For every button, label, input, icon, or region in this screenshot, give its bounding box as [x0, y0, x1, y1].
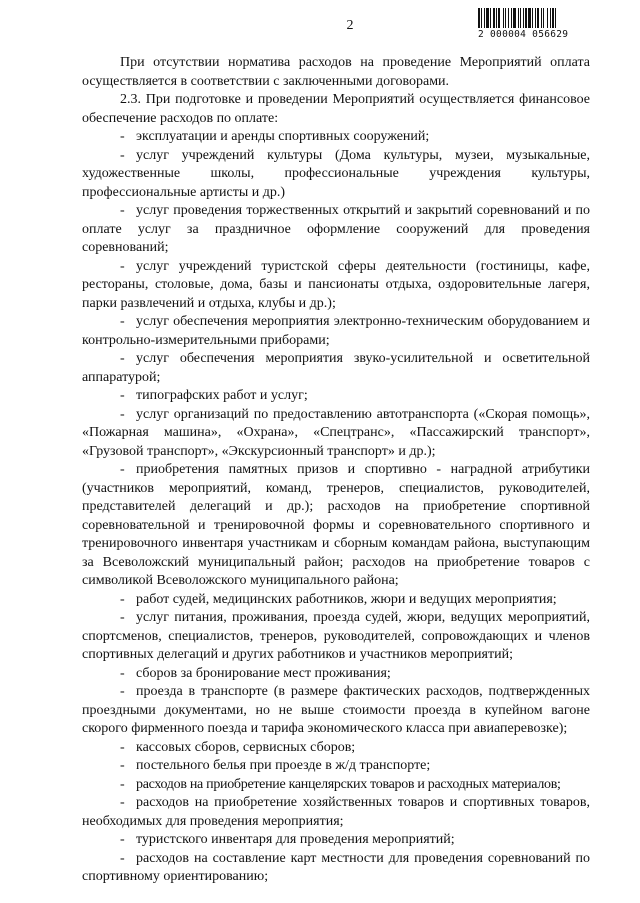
- document-paragraph: [82, 831, 590, 850]
- list-dash: -: [120, 610, 125, 625]
- document-paragraph: [82, 202, 590, 258]
- list-dash: -: [120, 147, 125, 163]
- paragraph-text: типографских работ и услуг;: [136, 388, 308, 403]
- list-dash: -: [120, 850, 125, 866]
- paragraph-text: расходов на приобретение канцелярских товаров и расходных материалов;: [136, 776, 561, 792]
- document-paragraph: [82, 128, 590, 147]
- paragraph-text: При отсутствии норматива расходов на проведение Мероприятий оплата осуществляется в соответствии с заключенными договорами.: [82, 55, 590, 89]
- document-paragraph: [82, 91, 590, 128]
- list-dash: -: [120, 591, 125, 607]
- list-dash: -: [120, 684, 125, 699]
- list-dash: -: [120, 776, 125, 792]
- list-dash: -: [120, 758, 125, 773]
- list-dash: -: [120, 258, 125, 274]
- list-dash: -: [120, 832, 125, 847]
- barcode: [478, 8, 590, 40]
- document-paragraph: [82, 350, 590, 387]
- document-paragraph: [82, 739, 590, 758]
- list-dash: -: [120, 314, 125, 329]
- paragraph-text: проезда в транспорте (в размере фактических расходов, подтвержденных проездными документами, но не выше стоимости проезда в купейном вагоне скорого фирменного поезда и тарифа экономического класса при авиаперевозке);: [82, 684, 590, 736]
- document-paragraph: [82, 665, 590, 684]
- paragraph-text: услуг проведения торжественных открытий и закрытий соревнований и по оплате услуг за праздничное оформление сооружений для проведения соревнований;: [82, 203, 590, 255]
- list-dash: -: [120, 739, 125, 755]
- document-paragraph: [82, 683, 590, 739]
- paragraph-text: кассовых сборов, сервисных сборов;: [136, 739, 356, 755]
- document-paragraph: [82, 54, 590, 91]
- paragraph-text: туристского инвентаря для проведения мероприятий;: [136, 832, 455, 847]
- paragraph-text: сборов за бронирование мест проживания;: [136, 665, 391, 681]
- barcode-number: 2 000004 056629: [478, 29, 569, 40]
- document-paragraph: [82, 776, 590, 795]
- document-paragraph: [82, 258, 590, 314]
- paragraph-text: расходов на приобретение хозяйственных товаров и спортивных товаров, необходимых для проведения мероприятия;: [82, 795, 590, 829]
- document-paragraph: [82, 406, 590, 462]
- paragraph-text: работ судей, медицинских работников, жюри и ведущих мероприятия;: [136, 591, 557, 607]
- list-dash: -: [120, 665, 125, 681]
- list-dash: -: [120, 406, 125, 422]
- paragraph-text: постельного белья при проезде в ж/д транспорте;: [136, 758, 431, 773]
- paragraph-text: услуг учреждений туристской сферы деятельности (гостиницы, кафе, рестораны, столовые, дома, базы и пансионаты отдыха, оздоровительные лагеря, парки развлечений и отдыха, клубы и др.);: [82, 258, 590, 311]
- document-paragraph: [82, 757, 590, 776]
- document-paragraph: [82, 794, 590, 831]
- document-paragraph: [82, 461, 590, 591]
- paragraph-text: 2.3. При подготовке и проведении Мероприятий осуществляется финансовое обеспечение расходов по оплате:: [82, 92, 590, 126]
- paragraph-text: услуг питания, проживания, проезда судей, жюри, ведущих мероприятий, спортсменов, специалистов, тренеров, руководителей, сопровождающих и членов спортивных делегаций и других работников и участников мероприятий;: [82, 610, 590, 662]
- document-paragraph: [82, 387, 590, 406]
- document-paragraph: [82, 850, 590, 887]
- list-dash: -: [120, 795, 125, 810]
- paragraph-text: услуг обеспечения мероприятия электронно-техническим оборудованием и контрольно-измерительными приборами;: [82, 314, 590, 348]
- paragraph-text: услуг учреждений культуры (Дома культуры, музеи, музыкальные, художественные школы, профессиональные учреждения культуры, профессиональные артисты и др.): [82, 147, 590, 200]
- list-dash: -: [120, 203, 125, 218]
- paragraph-text: приобретения памятных призов и спортивно - наградной атрибутики (участников мероприятий, команд, тренеров, специалистов, руководителей, представителей делегаций и др.); расходов на приобретение спортивной соревновательной и тренировочной формы и соревновательного спортивного и тренировочного инвентаря участникам и сборным командам района, выступающим за Всеволожский муниципальный район; расходов на приобретение товаров с символикой Всеволожского муниципального района;: [82, 462, 590, 588]
- list-dash: -: [120, 388, 125, 403]
- paragraph-text: услуг обеспечения мероприятия звуко-усилительной и осветительной аппаратурой;: [82, 351, 590, 385]
- paragraph-text: расходов на составление карт местности для проведения соревнований по спортивному ориентированию;: [82, 850, 590, 884]
- barcode-icon: [478, 8, 590, 28]
- page-number: 2: [346, 18, 354, 33]
- document-paragraph: [82, 147, 590, 203]
- list-dash: -: [120, 351, 125, 366]
- document-paragraph: [82, 313, 590, 350]
- paragraph-text: услуг организаций по предоставлению автотранспорта («Скорая помощь», «Пожарная машина», «Охрана», «Спецтранс», «Пассажирский транспорт», «Грузовой транспорт», «Экскурсионный транспорт» и др.);: [82, 406, 590, 459]
- paragraph-text: эксплуатации и аренды спортивных сооружений;: [136, 129, 430, 144]
- list-dash: -: [120, 129, 125, 144]
- document-paragraph: [82, 609, 590, 665]
- list-dash: -: [120, 462, 125, 477]
- document-body: [82, 54, 590, 887]
- document-paragraph: [82, 591, 590, 610]
